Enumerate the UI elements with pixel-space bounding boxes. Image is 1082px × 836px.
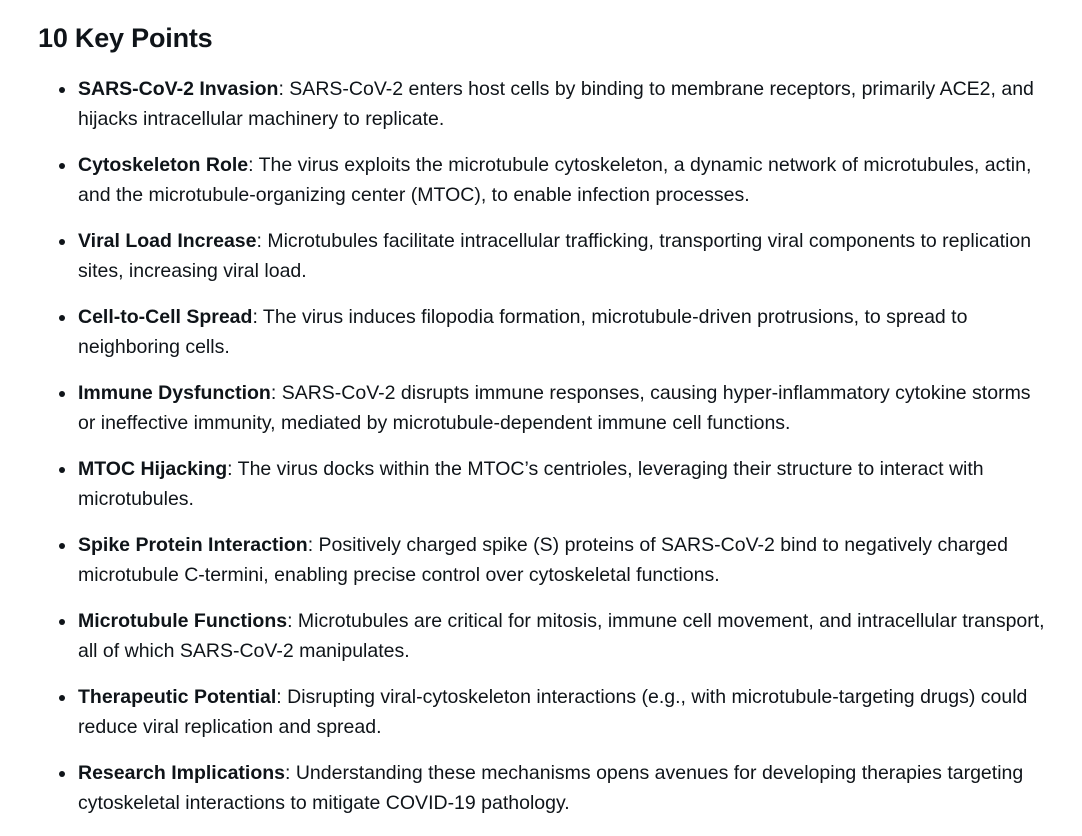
item-text: : Microtubules are critical for mitosis, immune cell movement, and intracellular transport, all of which SARS-CoV-2 manipulates.: [78, 610, 1045, 662]
item-term: Microtubule Functions: [78, 610, 288, 632]
bullet-icon: [59, 771, 65, 777]
item-term: Research Implications: [78, 762, 285, 784]
list-item: [38, 606, 1052, 666]
bullet-icon: [59, 87, 65, 93]
list-item: [38, 226, 1052, 286]
item-term: Cytoskeleton Role: [78, 154, 249, 176]
section-heading: 10 Key Points: [38, 23, 213, 53]
item-text: : Positively charged spike (S) proteins of SARS-CoV-2 bind to negatively charged microtubule C-termini, enabling precise control over cytoskeletal functions.: [78, 534, 1008, 586]
item-text: : Disrupting viral-cytoskeleton interactions (e.g., with microtubule-targeting drugs) could reduce viral replication and spread.: [78, 686, 1028, 738]
list-item: [38, 454, 1052, 514]
item-term: Therapeutic Potential: [78, 686, 277, 708]
list-item: [38, 74, 1052, 134]
item-text: : Understanding these mechanisms opens avenues for developing therapies targeting cytoskeletal interactions to mitigate COVID-19 pathology.: [78, 762, 1024, 814]
list-item: [38, 378, 1052, 438]
item-text: : Microtubules facilitate intracellular trafficking, transporting viral components to replication sites, increasing viral load.: [78, 230, 1032, 282]
item-term: Viral Load Increase: [78, 230, 257, 252]
item-term: Spike Protein Interaction: [78, 534, 308, 556]
item-text: : The virus induces filopodia formation, microtubule-driven protrusions, to spread to neighboring cells.: [78, 306, 968, 358]
item-term: MTOC Hijacking: [78, 458, 228, 480]
bullet-icon: [59, 695, 65, 701]
bullet-icon: [59, 391, 65, 397]
item-text: : SARS-CoV-2 disrupts immune responses, causing hyper-inflammatory cytokine storms or ineffective immunity, mediated by microtubule-dependent immune cell functions.: [78, 382, 1031, 434]
list-item: [38, 302, 1052, 362]
item-text: : The virus docks within the MTOC’s centrioles, leveraging their structure to interact with microtubules.: [78, 458, 984, 510]
item-term: SARS-CoV-2 Invasion: [78, 78, 279, 100]
bullet-icon: [59, 619, 65, 625]
bullet-icon: [59, 543, 65, 549]
bullet-icon: [59, 467, 65, 473]
item-term: Immune Dysfunction: [78, 382, 271, 404]
list-item: [38, 682, 1052, 742]
item-text: : The virus exploits the microtubule cytoskeleton, a dynamic network of microtubules, actin, and the microtubule-organizing center (MTOC), to enable infection processes.: [78, 154, 1032, 206]
bullet-icon: [59, 163, 65, 169]
list-item: [38, 758, 1052, 818]
key-points-list: [38, 74, 1052, 818]
item-text: : SARS-CoV-2 enters host cells by binding to membrane receptors, primarily ACE2, and hijacks intracellular machinery to replicate.: [78, 78, 1034, 130]
item-term: Cell-to-Cell Spread: [78, 306, 253, 328]
list-item: [38, 150, 1052, 210]
bullet-icon: [59, 315, 65, 321]
bullet-icon: [59, 239, 65, 245]
list-item: [38, 530, 1052, 590]
